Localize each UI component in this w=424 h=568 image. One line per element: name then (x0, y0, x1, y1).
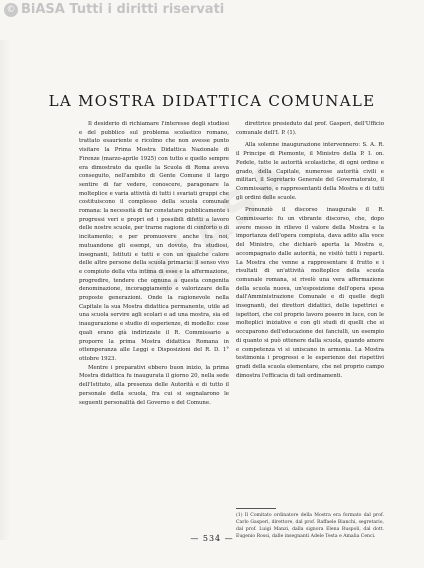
left-column (79, 120, 229, 527)
footnote: (1) Il Comitato ordinatore della Mostra era formato dal prof. Carlo Gasperi, direttore, dal prof. Raffaele Bianchi, segretario, dal prof. Luigi Manzi, dalla signora Elena Ruspoli, dal dott. Eugenio Rossi, dalle insegnanti Adele Testa e Amalia Cenci. (236, 513, 384, 539)
copyright-icon: © (4, 3, 18, 17)
article-title: LA MOSTRA DIDATTICA COMUNALE (48, 92, 376, 110)
footnote-divider (236, 508, 276, 509)
paragraph: Pronunziò il discorso inaugurale il R. Commissario: fu un vibrante discorso, che, dopo avere messo in rilievo il valore della Mostra e la importanza dell'opera compiuta, dava adito alla voce del Ministro, che dichiarò aperta la Mostra e, accompagnato dalle autorità, ne visitò tutti i reparti. La Mostra che venne a rappresentare il frutto e i risultati di un'attività molteplice della scuola comunale romana, si rivelò una vera affermazione della scuola nuova, un'esposizione dell'opera spesa dall'Amministrazione Comunale e di quelle degli insegnanti, dei direttori didattici, delle ispettrici e ispettori, che col proprio lavoro posero in luce, con le molteplici iniziative e con gli studi di quelli che si occuparono dell'educazione dei fanciulli, un esempio di quanto si può ottenere dalla scuola, quando amore e competenza vi si uniscano in armonia. La Mostra testimonia i progressi e le esperienze dei rispettivi gradi della scuola elementare, che nel proprio campo dimostra l'efficacia di tali ordinamenti. (236, 207, 384, 379)
page-edge-shadow (0, 40, 10, 540)
right-column (236, 120, 384, 500)
paragraph: Mentre i preparativi ebbero buon inizio, la prima Mostra didattica fu inaugurata il giorno 20, nella sede dell'Istituto, alla presenza delle Autorità e di tutto il personale della scuola, fra cui si segnalarono le seguenti personalità del Governo e del Comune. (79, 364, 229, 406)
paragraph: Alla solenne inaugurazione intervennero: S. A. R. il Principe di Piemonte, il Ministro della P. I. on. Fedele, tutte le autorità scolastiche, di ogni ordine e grado, della Capitale, numerose autorità civili e militari, il Segretario Generale del Governatorato, il Commissario, e rappresentanti della Mostra e di tutti gli ordini delle scuole. (236, 142, 384, 201)
copyright-notice: BiASA Tutti i diritti riservati (21, 2, 225, 17)
page-number: — 534 — (190, 534, 234, 543)
paragraph: Il desiderio di richiamare l'interesse degli studiosi e del pubblico sul problema scolastico romano, trattato esauriente e ricolmo che non avesse punto visitare la Prima Mostra Didattica Nazionale di Firenze (marzo-aprile 1925) con tutto e quello sempre era dimostrato da quelle la Scuola di Roma aveva conseguito, nell'ambito di Gente Comune il largo sentire di far vedere, conoscere, paragonare la molteplice e varia attività di tutti i svariati gruppi che costituiscono il complesso della scuola comunale romana: la necessità di far constatare pubblicamente i progressi veri e propri ed i possibili difetti a lavoro delle nostre scuole, per trarne ragione di conforto o di incitamento; e per promuovere anche tra noi, mutuandone gli esempi, un dovuto, fra studiosi, insegnanti, Istituti e tutti e con un qualche calore delle altre persone della scuola primaria: il senso vivo e compiuto della vita intima di esse e la affermazione, progredire, tendere che ognuna a questa congenita denominazione, incoraggiamento e valorizzare della proposte generazioni. Onde la ragionevole nella Capitale la sua Mostra didattica permanente, utile ad una scuola servire agli scolari e ad una mostra, sia ed inaugurazione e studio di esperienze, di modello: cose quali erano già indirizzate il R. Commissario a proporre la prima Mostra didattica Romana in ottemperanza alle Leggi e Disposizioni del R. D. 1° ottobre 1923. (79, 121, 229, 362)
paragraph: direttrice presieduto dal prof. Gasperi, dell'Ufficio comunale dell'I. P. (1). (236, 121, 384, 136)
copyright-header (0, 0, 424, 22)
